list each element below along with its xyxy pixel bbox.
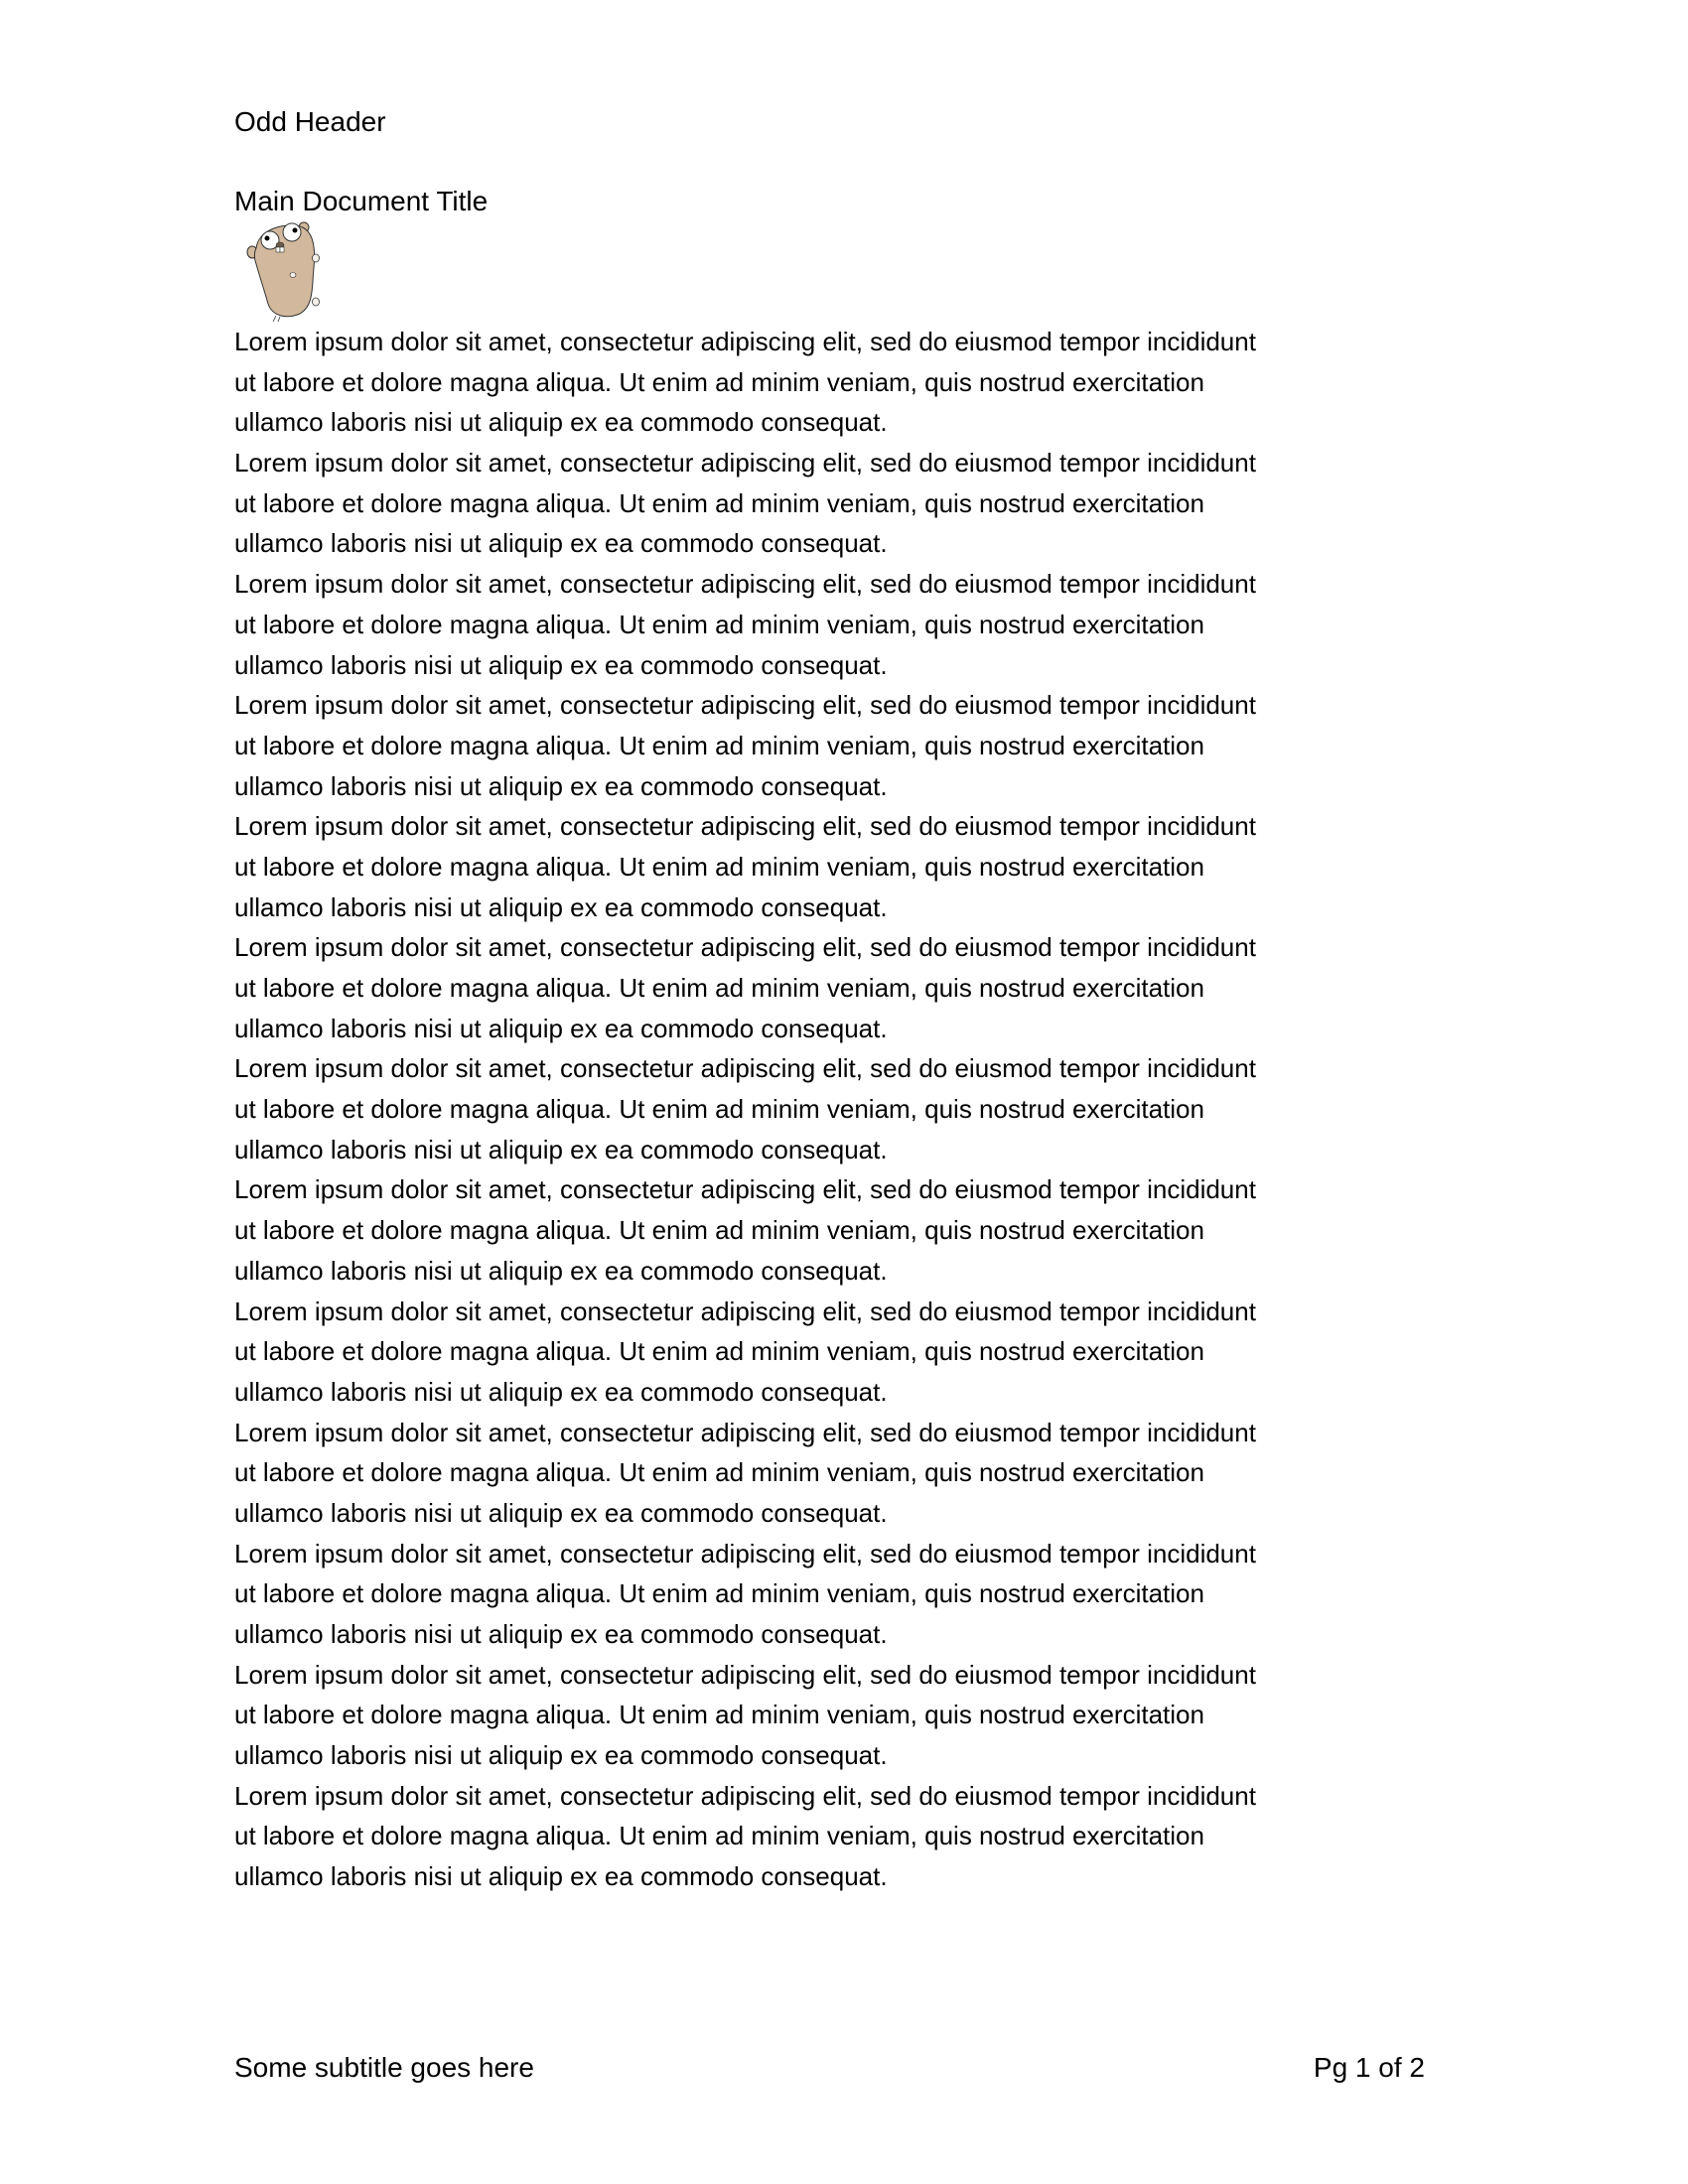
paragraph	[234, 806, 1446, 927]
paragraph	[234, 1655, 1446, 1776]
paragraph-line: Lorem ipsum dolor sit amet, consectetur adipiscing elit, sed do eiusmod tempor incididunt	[234, 811, 1256, 842]
paragraph-line: Lorem ipsum dolor sit amet, consectetur adipiscing elit, sed do eiusmod tempor incididunt	[234, 1053, 1256, 1084]
paragraph	[234, 322, 1446, 443]
paragraph-line: ut labore et dolore magna aliqua. Ut enim ad minim veniam, quis nostrud exercitation	[234, 1094, 1204, 1125]
page-footer	[234, 2051, 1425, 2085]
paragraph-line: ullamco laboris nisi ut aliquip ex ea commodo consequat.	[234, 528, 888, 559]
document-body	[234, 322, 1446, 1897]
paragraph-line: ut labore et dolore magna aliqua. Ut enim ad minim veniam, quis nostrud exercitation	[234, 1457, 1204, 1488]
paragraph-line: ullamco laboris nisi ut aliquip ex ea commodo consequat.	[234, 649, 888, 680]
paragraph-line: Lorem ipsum dolor sit amet, consectetur adipiscing elit, sed do eiusmod tempor incididunt	[234, 1538, 1256, 1569]
paragraph-line: ullamco laboris nisi ut aliquip ex ea commodo consequat.	[234, 1255, 888, 1286]
paragraph-line: Lorem ipsum dolor sit amet, consectetur adipiscing elit, sed do eiusmod tempor incididunt	[234, 932, 1256, 963]
paragraph	[234, 685, 1446, 806]
paragraph-line: ullamco laboris nisi ut aliquip ex ea commodo consequat.	[234, 1740, 888, 1771]
paragraph-line: Lorem ipsum dolor sit amet, consectetur adipiscing elit, sed do eiusmod tempor incididunt	[234, 1780, 1256, 1811]
paragraph-line: ullamco laboris nisi ut aliquip ex ea commodo consequat.	[234, 891, 888, 922]
paragraph-line: ut labore et dolore magna aliqua. Ut enim ad minim veniam, quis nostrud exercitation	[234, 609, 1204, 639]
paragraph-line: ut labore et dolore magna aliqua. Ut enim ad minim veniam, quis nostrud exercitation	[234, 1700, 1204, 1730]
page-header: Odd Header	[234, 106, 386, 137]
paragraph-line: Lorem ipsum dolor sit amet, consectetur adipiscing elit, sed do eiusmod tempor incididunt	[234, 690, 1256, 721]
paragraph	[234, 1413, 1446, 1534]
paragraph-line: ullamco laboris nisi ut aliquip ex ea commodo consequat.	[234, 1013, 888, 1043]
paragraph-line: Lorem ipsum dolor sit amet, consectetur adipiscing elit, sed do eiusmod tempor incididunt	[234, 1296, 1256, 1326]
paragraph	[234, 1534, 1446, 1655]
paragraph	[234, 927, 1446, 1048]
paragraph-line: Lorem ipsum dolor sit amet, consectetur adipiscing elit, sed do eiusmod tempor incididunt	[234, 569, 1256, 600]
paragraph-line: ut labore et dolore magna aliqua. Ut enim ad minim veniam, quis nostrud exercitation	[234, 851, 1204, 882]
paragraph	[234, 1292, 1446, 1413]
paragraph-line: ut labore et dolore magna aliqua. Ut enim ad minim veniam, quis nostrud exercitation	[234, 487, 1204, 518]
paragraph-line: ut labore et dolore magna aliqua. Ut enim ad minim veniam, quis nostrud exercitation	[234, 1821, 1204, 1851]
paragraph-line: ut labore et dolore magna aliqua. Ut enim ad minim veniam, quis nostrud exercitation	[234, 730, 1204, 760]
paragraph-line: Lorem ipsum dolor sit amet, consectetur adipiscing elit, sed do eiusmod tempor incididunt	[234, 1417, 1256, 1447]
paragraph-line: Lorem ipsum dolor sit amet, consectetur adipiscing elit, sed do eiusmod tempor incididunt	[234, 1659, 1256, 1690]
paragraph-line: ullamco laboris nisi ut aliquip ex ea commodo consequat.	[234, 1134, 888, 1164]
paragraph	[234, 443, 1446, 564]
paragraph-line: ullamco laboris nisi ut aliquip ex ea commodo consequat.	[234, 1376, 888, 1407]
paragraph-line: ut labore et dolore magna aliqua. Ut enim ad minim veniam, quis nostrud exercitation	[234, 366, 1204, 397]
paragraph-line: ut labore et dolore magna aliqua. Ut enim ad minim veniam, quis nostrud exercitation	[234, 1578, 1204, 1609]
paragraph-line: ut labore et dolore magna aliqua. Ut enim ad minim veniam, quis nostrud exercitation	[234, 1215, 1204, 1246]
paragraph	[234, 1048, 1446, 1169]
paragraph-line: ut labore et dolore magna aliqua. Ut enim ad minim veniam, quis nostrud exercitation	[234, 973, 1204, 1003]
paragraph	[234, 564, 1446, 685]
paragraph-line: Lorem ipsum dolor sit amet, consectetur adipiscing elit, sed do eiusmod tempor incididunt	[234, 327, 1256, 356]
paragraph-line: ullamco laboris nisi ut aliquip ex ea commodo consequat.	[234, 1619, 888, 1649]
paragraph-line: Lorem ipsum dolor sit amet, consectetur adipiscing elit, sed do eiusmod tempor incididunt	[234, 448, 1256, 478]
document-title: Main Document Title	[234, 186, 489, 216]
paragraph-line: ut labore et dolore magna aliqua. Ut enim ad minim veniam, quis nostrud exercitation	[234, 1336, 1204, 1367]
paragraph-line: Lorem ipsum dolor sit amet, consectetur adipiscing elit, sed do eiusmod tempor incididunt	[234, 1174, 1256, 1205]
paragraph	[234, 1776, 1446, 1897]
footer-subtitle: Some subtitle goes here	[234, 2052, 534, 2083]
paragraph-line: ullamco laboris nisi ut aliquip ex ea commodo consequat.	[234, 1861, 888, 1892]
paragraph-line: ullamco laboris nisi ut aliquip ex ea commodo consequat.	[234, 1497, 888, 1528]
page-number: Pg 1 of 2	[1313, 2052, 1425, 2083]
paragraph	[234, 1169, 1446, 1291]
gopher-mascot-icon	[242, 218, 326, 322]
paragraph-line: ullamco laboris nisi ut aliquip ex ea commodo consequat.	[234, 407, 888, 438]
paragraph-line: ullamco laboris nisi ut aliquip ex ea commodo consequat.	[234, 770, 888, 801]
